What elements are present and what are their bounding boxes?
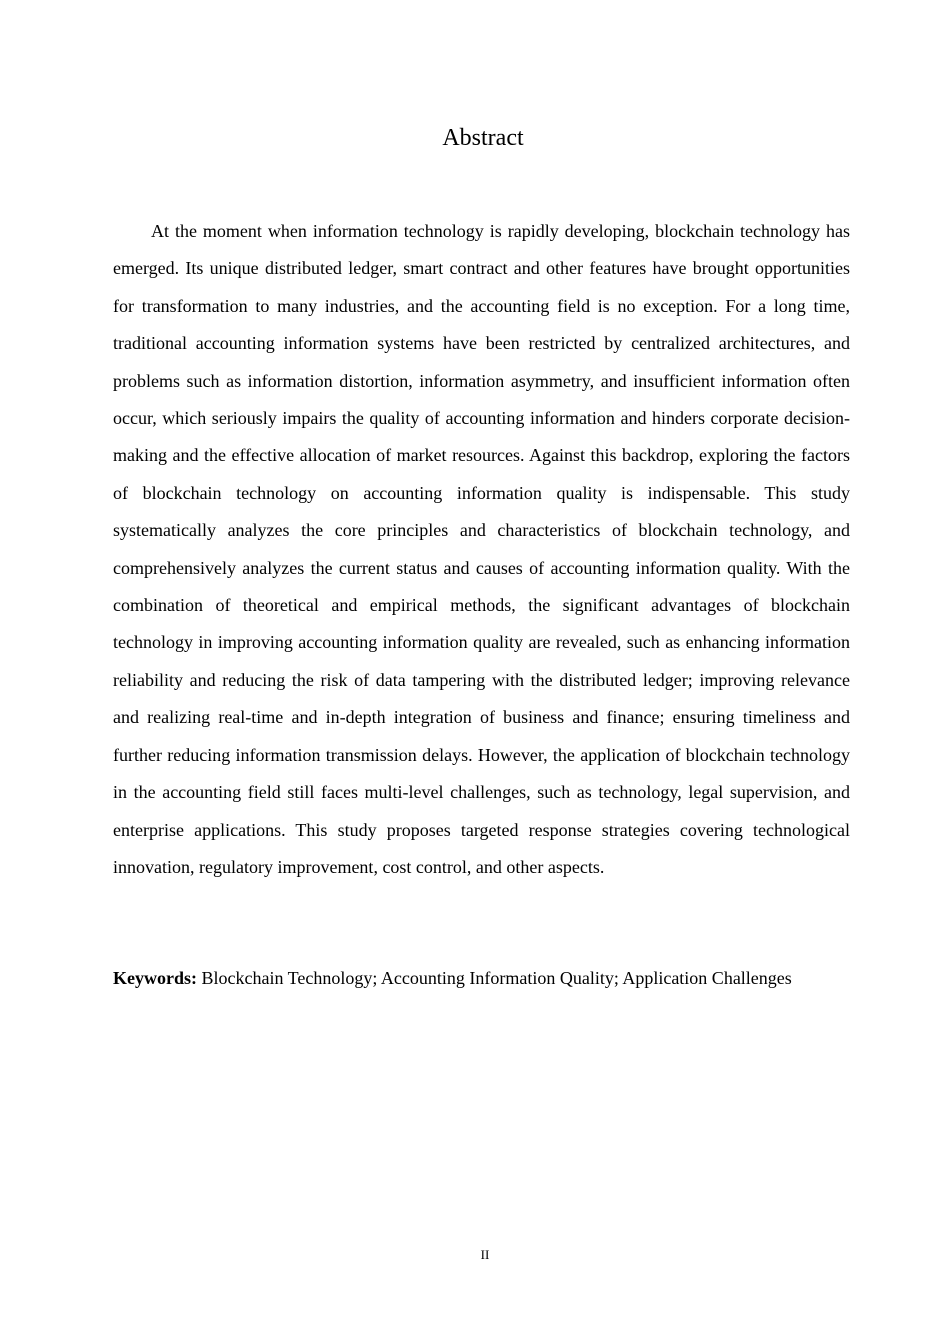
keywords-label: Keywords: xyxy=(113,968,197,988)
page-number: II xyxy=(480,1247,490,1262)
keywords-list: Blockchain Technology; Accounting Information Quality; Application Challenges xyxy=(201,968,792,988)
keywords-line xyxy=(113,960,850,997)
abstract-body: At the moment when information technology is rapidly developing, blockchain technology has emerged. Its unique distributed ledger, smart contract and other features have brought opportunities for transformation to many industries, and the accounting field is no exception. For a long time, traditional accounting information systems have been restricted by centralized architectures, and problems such as information distortion, information asymmetry, and insufficient information often occur, which seriously impairs the quality of accounting information and hinders corporate decision-making and the effective allocation of market resources. Against this backdrop, exploring the factors of blockchain technology on accounting information quality is indispensable. This study systematically analyzes the core principles and characteristics of blockchain technology, and comprehensively analyzes the current status and causes of accounting information quality. With the combination of theoretical and empirical methods, the significant advantages of blockchain technology in improving accounting information quality are revealed, such as enhancing information reliability and reducing the risk of data tampering with the distributed ledger; improving relevance and realizing real-time and in-depth integration of business and finance; ensuring timeliness and further reducing information transmission delays. However, the application of blockchain technology in the accounting field still faces multi-level challenges, such as technology, legal supervision, and enterprise applications. This study proposes targeted response strategies covering technological innovation, regulatory improvement, cost control, and other aspects. xyxy=(113,221,850,877)
abstract-title: Abstract xyxy=(442,125,524,151)
